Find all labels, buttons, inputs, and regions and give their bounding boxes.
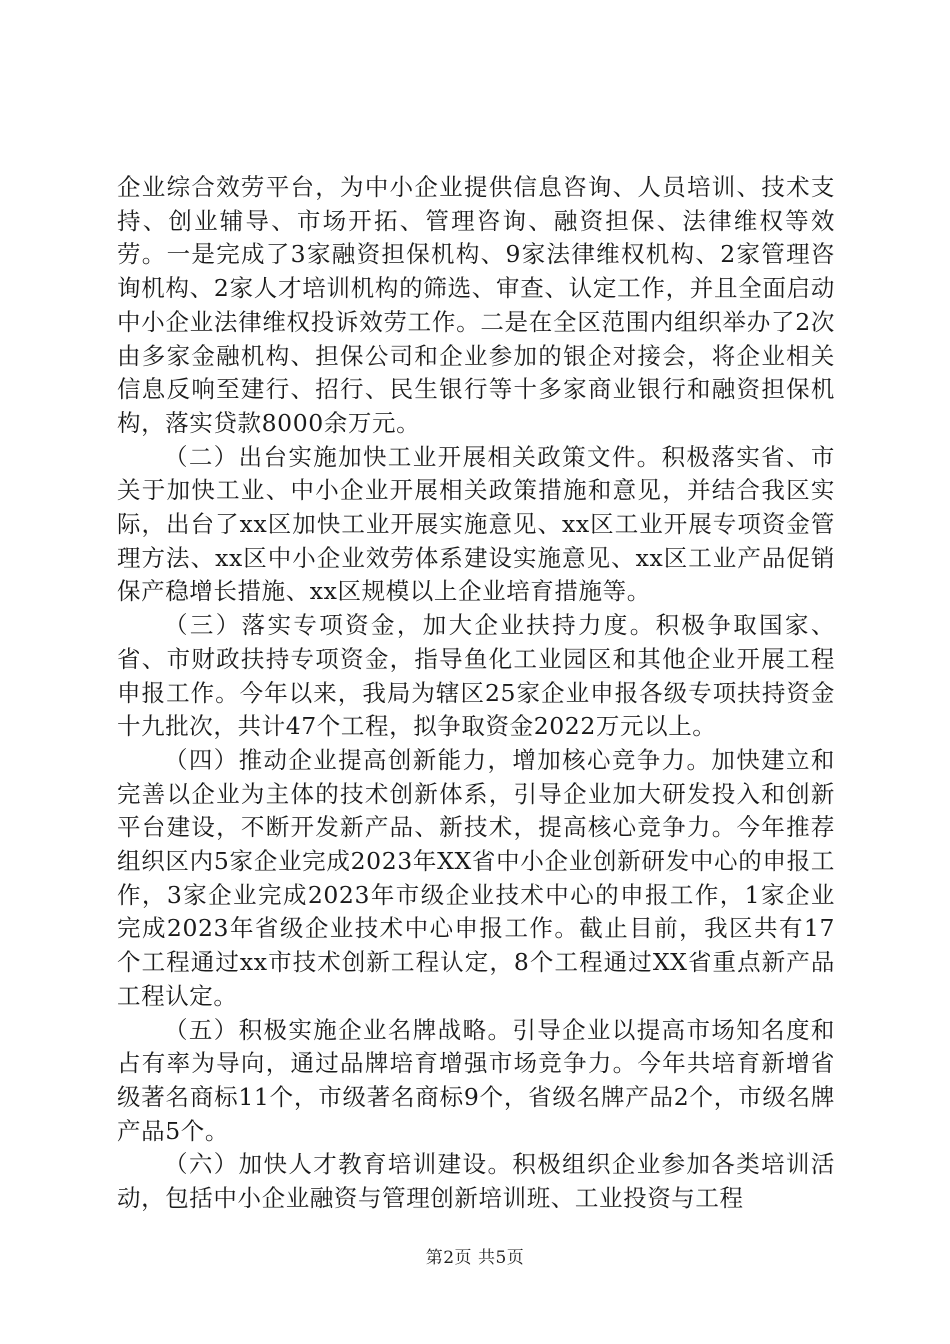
paragraph-section-6: （六）加快人才教育培训建设。积极组织企业参加各类培训活动，包括中小企业融资与管理创新培训班、工业投资与工程 bbox=[117, 1150, 835, 1213]
paragraph-section-4: （四）推动企业提高创新能力，增加核心竞争力。加快建立和完善以企业为主体的技术创新体系，引导企业加大研发投入和创新平台建设，不断开发新产品、新技术，提高核心竞争力。今年推荐组织区内5家企业完成2023年XX省中小企业创新研发中心的申报工作，3家企业完成2023年市级企业技术中心的申报工作，1家企业完成2023年省级企业技术中心申报工作。截止目前，我区共有17个工程通过xx市技术创新工程认定，8个工程通过XX省重点新产品工程认定。 bbox=[117, 745, 835, 1010]
paragraph-section-5: （五）积极实施企业名牌战略。引导企业以提高市场知名度和占有率为导向，通过品牌培育增强市场竞争力。今年共培育新增省级著名商标11个，市级著名商标9个，省级名牌产品2个，市级名牌产品5个。 bbox=[117, 1015, 835, 1145]
paragraph-section-3: （三）落实专项资金，加大企业扶持力度。积极争取国家、省、市财政扶持专项资金，指导鱼化工业园区和其他企业开展工程申报工作。今年以来，我局为辖区25家企业申报各级专项扶持资金十九批次，共计47个工程，拟争取资金2022万元以上。 bbox=[117, 611, 835, 741]
paragraph-section-2: （二）出台实施加快工业开展相关政策文件。积极落实省、市关于加快工业、中小企业开展相关政策措施和意见，并结合我区实际，出台了xx区加快工业开展实施意见、xx区工业开展专项资金管理方法、xx区中小企业效劳体系建设实施意见、xx区工业产品促销保产稳增长措施、xx区规模以上企业培育措施等。 bbox=[117, 442, 835, 606]
paragraph-continuation: 企业综合效劳平台，为中小企业提供信息咨询、人员培训、技术支持、创业辅导、市场开拓、管理咨询、融资担保、法律维权等效劳。一是完成了3家融资担保机构、9家法律维权机构、2家管理咨询机构、2家人才培训机构的筛选、审查、认定工作，并且全面启动中小企业法律维权投诉效劳工作。二是在全区范围内组织举办了2次由多家金融机构、担保公司和企业参加的银企对接会，将企业相关信息反响至建行、招行、民生银行等十多家商业银行和融资担保机构，落实贷款8000余万元。 bbox=[117, 173, 835, 437]
page-number-footer: 第2页 共5页 bbox=[425, 1248, 525, 1268]
document-body bbox=[117, 171, 835, 1216]
